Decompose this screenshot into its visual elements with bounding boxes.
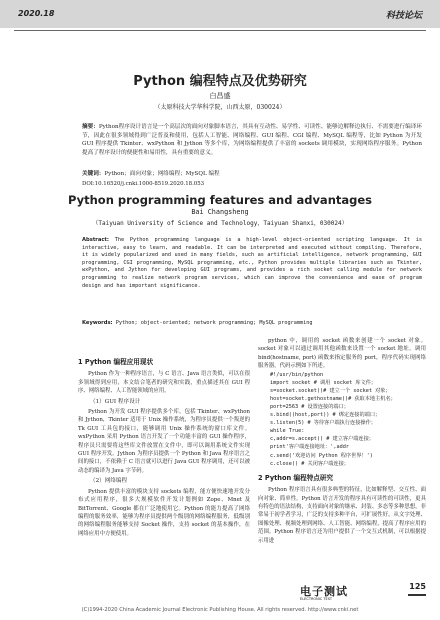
paper-title-cn: Python 编程特点及优势研究 <box>133 74 307 89</box>
code-line: #!/usr/bin/python <box>270 371 324 378</box>
code-line: s=socket.socket()# 建立一个 socket 对象； <box>270 387 391 394</box>
paragraph: Python 提供丰富的模块支持 sockets 编程，能方便快速地开发分布式应用程序，很多大规模软件开发计划例如 Zope、Mnet 及 BitTorrent、Google 都在广泛地使用它。Python 的能力提高了网络编程的服务效率，能够为程序员提供两个级别的网络编程服务，低级别的网络编程服务能够支持 Socket 操作，支持 socket 的基本操作，在网络应用中方便使用。 <box>78 488 250 537</box>
column-name: 科技论坛 <box>385 11 422 21</box>
issue-number: 2020.18 <box>18 9 55 18</box>
abstract-cn-label: 摘要： <box>82 124 99 130</box>
code-line: c.send('欢迎访问 Python 程序世界！') <box>270 452 373 459</box>
abstract-en-label: Abstract: <box>82 237 109 243</box>
paragraph: python 中，调用的 socket 函数来创建一个 socket 对象。socket 对象可以通过调用其他函数来设置一个 socket 地址，调用 bind(hostname, port) 函数来指定服务的 port，程序代码实现网络服务器，代码示例如下所述。 <box>258 338 426 370</box>
code-listing <box>270 371 426 468</box>
author-cn: 白昌盛 <box>209 92 231 100</box>
keywords-en-label: Keywords: <box>82 320 113 326</box>
code-line: c.close() # 关闭客户端连接； <box>270 460 349 467</box>
abstract-cn <box>82 123 422 157</box>
keywords-en <box>82 320 422 328</box>
code-line: s.listen(5) # 等待客户端执行连接操作； <box>270 420 376 427</box>
copyright-notice: (C)1994-2020 China Academic Journal Electronic Publishing House. All rights reserved. http://www.cnki.net <box>81 607 359 613</box>
subsection-heading: （1）GUI 程序设计 <box>90 398 141 405</box>
abstract-en <box>82 237 422 290</box>
code-line: s.bind((host,port)) # 绑定连接的端口； <box>270 412 381 419</box>
section-heading: 1 Python 编程应用现状 <box>78 358 154 366</box>
affiliation-cn: （太原科技大学华科学院，山西太原，030024） <box>154 104 286 111</box>
abstract-cn-text: Python程序设计语言是一个高层次的面向对象脚本语言，其具有互动性、易学性、可读性、能够边解释边执行、不需要进行编译环节，因此在很多领域得到广泛普及和使用，包括人工智能、网络编程、GUI 编程、CGI 编程、MySQL 编程等，比如 Python 为开发 GUI 程序提供 Tkinter、wxPython 和 Jython 等多个库，为网络编程提供了丰富的 sockets 调用模块，实现网络程序服务。Python 提高了程序设计的便捷性和易用性，具有重要的意义。 <box>82 124 422 156</box>
keywords-en-text: Python; object-oriented; network programming; MySQL programming <box>115 320 313 326</box>
header-divider <box>14 30 426 31</box>
affiliation-en: （Taiyuan University of Science and Technology，Taiyuan Shanxi，030024） <box>92 220 348 227</box>
code-line: print'客户端连接地址：',addr <box>270 444 349 451</box>
paragraph: Python 作为一种程序语言，与 C 语言、Java 语言类似，可以在很多领域得到应用，本文结合笔者的研究和实践，重点描述其在 GUI 程序、网络编程、人工智能领域的应用。 <box>78 371 250 395</box>
paragraph: Python 为开发 GUI 程序提供多个库，包括 Tkinter、wxPython 和 Jython，Tkinter 适用于 Unix 操作系统，为程序员提供一个叛逆的 Tk GUI 工具包的接口，能够调用 Unix 操作系统的窗口库文件。wxPython 采用 Python 语言开发了一个功能丰富的 GUI 操作程序，程序员只需要将这些库文件放置在文件中，即可以调用系统文件实现 GUI 程序开发。Jython 为程序员提供一个 Python 和 Java 程序语言之间的接口，不依赖于 C 语言就可以进行 Java GUI 程序调用，还可以被动态的编译为 Java 字节码。 <box>78 409 250 474</box>
code-line: c,addr=s.accept() # 建立客户端连接； <box>270 436 374 443</box>
journal-header <box>0 0 440 28</box>
keywords-cn <box>82 170 422 178</box>
body-right-column <box>258 337 426 545</box>
code-line: import socket # 调用 socket 库文件； <box>270 379 377 386</box>
doi: DOI:10.16520/j.cnki.1000-8519.2020.18.053 <box>82 181 205 187</box>
code-line: host=socket.gethostname()# 获取本地主机名； <box>270 395 396 402</box>
keywords-cn-text: Python；面向对象；网络编程；MySQL 编程 <box>104 171 220 177</box>
paragraph: Python 程序语言具有很多典型的特征，比如解释型、交互性、面向对象、简单性。Python 语言开发的程序具有可读性的可读性，更具有特色的语法结构，支持面向对象的继承、封装、多态等多种思想，非常易于初学者学习，广泛的支持多种平台，可扩展性好，从文字处理、图像处理、视频处理到网络、人工智能、网络编程，提高了程序应用的范围。Python 程序语言还为用户提供了一个交互式机制，可以根据提示用进 <box>258 487 426 544</box>
page-number: 125 <box>409 582 426 591</box>
journal-logo: 电子测试 <box>300 585 348 598</box>
keywords-cn-label: 关键词： <box>82 171 105 177</box>
body-left-column <box>78 352 250 538</box>
author-en: Bai Changsheng <box>191 208 249 216</box>
code-line: while True: <box>270 428 305 435</box>
code-line: port=2563 # 设置连接的端口； <box>270 404 349 410</box>
page-number-underline <box>408 594 426 596</box>
abstract-en-text: The Python programming language is a high-level object-oriented scripting language. It is interactive, easy to learn, and readable. It can be interpreted and executed without compiling. Therefore, it is widely popularized and used in many fields, such as artificial intelligence, network programming, GUI programming, CGI programming, MySQL programming, etc., Python provides multiple libraries such as Tkinter, wxPython, and Jython for developing GUI programs, and provides a rich socket calling module for network programming to realize network program services, which can improve the convenience and ease of program design and has important significance. <box>82 237 423 289</box>
paper-title-en: Python programming features and advantages <box>67 193 373 207</box>
journal-logo-subtitle: ELECTRONIC TEST <box>300 597 333 601</box>
section-heading: 2 Python 编程特点研究 <box>258 473 334 482</box>
subsection-heading: （2）网络编程 <box>90 478 128 485</box>
